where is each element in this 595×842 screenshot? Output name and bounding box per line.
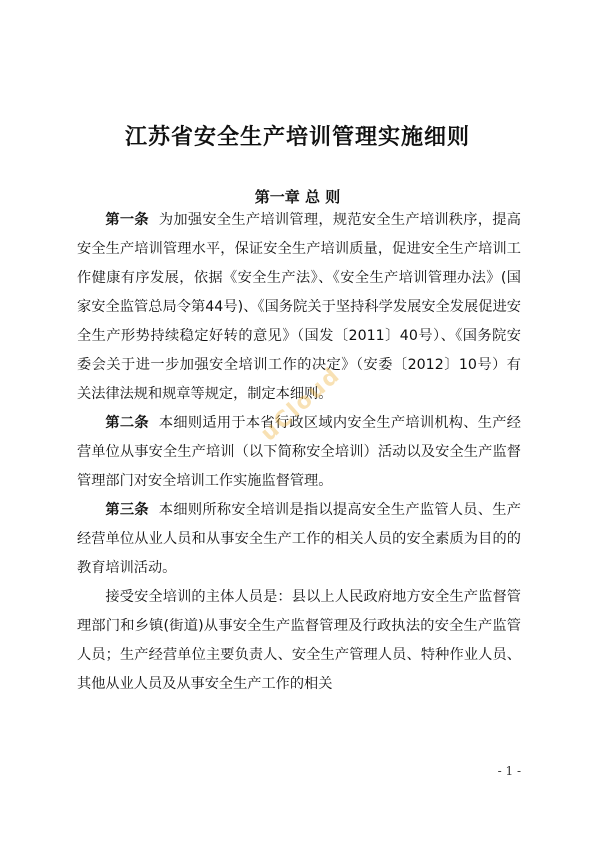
- chapter-heading: 第一章 总 则: [254, 188, 341, 206]
- document-title: 江苏省安全生产培训管理实施细则: [124, 124, 470, 150]
- article-text: 为加强安全生产培训管理，规范安全生产培训秩序，提高安全生产培训管理水平，保证安全生产培训质量，促进安全生产培训工作健康有序发展，依据《安全生产法》、《安全生产培训管理办法》(国家安全监管总局令第44号)、《国务院关于坚持科学发展安全发展促进安全生产形势持续稳定好转的意见》（国发〔2011〕40号）、《国务院安委会关于进一步加强安全培训工作的决定》（安委〔2012〕10号）有关法律法规和规章等规定，制定本细则。: [77, 212, 521, 402]
- article-paragraph: [77, 496, 521, 583]
- body-paragraph: 接受安全培训的主体人员是：县以上人民政府地方安全生产监督管理部门和乡镇(街道)从事安全生产监督管理及行政执法的安全生产监管人员；生产经营单位主要负责人、安全生产管理人员、特种作业人员、其他从业人员及从事安全生产工作的相关: [77, 589, 521, 692]
- article-paragraph: [77, 206, 521, 409]
- watermark-logo: uCloud: [256, 362, 346, 447]
- document-body: [77, 206, 521, 699]
- article-label: 第二条: [105, 415, 149, 431]
- article-label: 第一条: [105, 212, 149, 228]
- page-number: - 1 -: [497, 764, 521, 778]
- article-text: 本细则适用于本省行政区域内安全生产培训机构、生产经营单位从事安全生产培训（以下简称安全培训）活动以及安全生产监督管理部门对安全培训工作实施监督管理。: [77, 415, 521, 489]
- article-text: 本细则所称安全培训是指以提高安全生产监管人员、生产经营单位从业人员和从事安全生产工作的相关人员的安全素质为目的的教育培训活动。: [77, 502, 521, 576]
- article-label: 第三条: [105, 502, 149, 518]
